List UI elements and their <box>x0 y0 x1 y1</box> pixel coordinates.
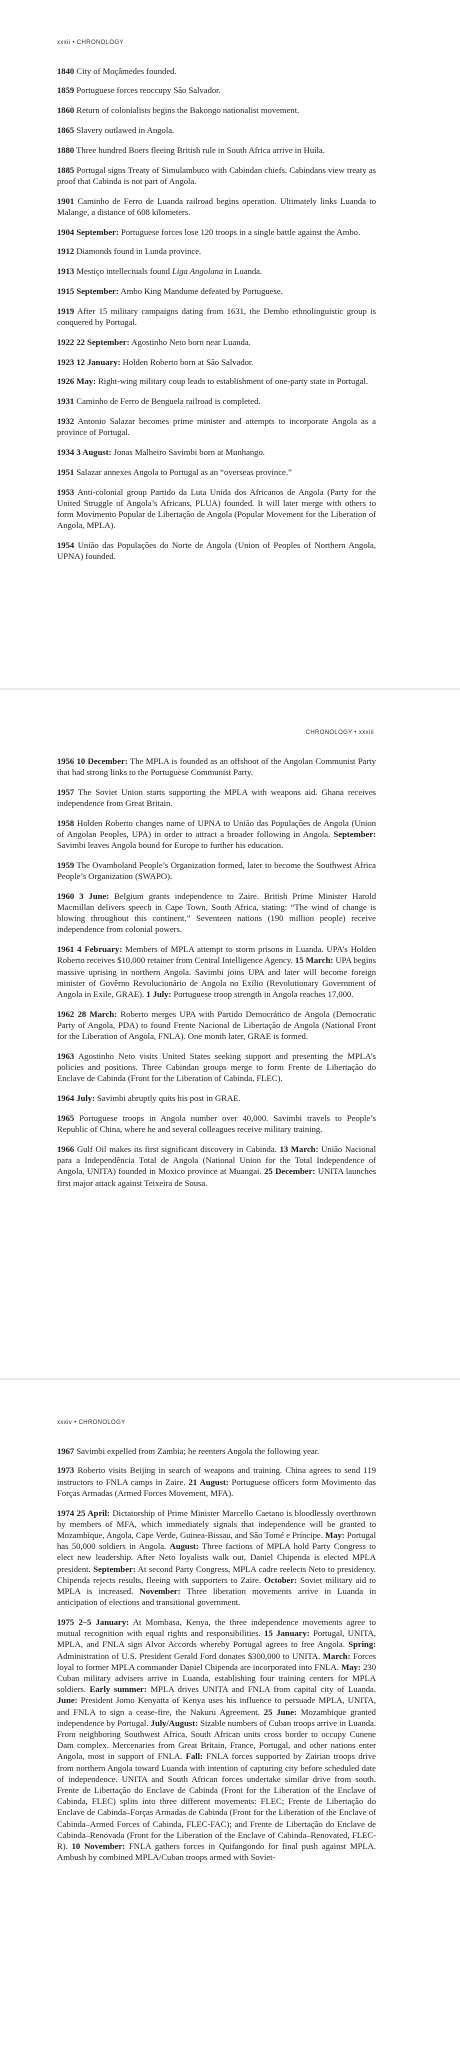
entry-date: May: <box>341 1661 361 1672</box>
entry-date: 12 January: <box>76 356 121 367</box>
entry-date: 25 April: <box>76 1507 110 1518</box>
chronology-entry <box>57 196 376 218</box>
entry-date: 2–5 January: <box>78 1617 130 1628</box>
running-head-title: CHRONOLOGY <box>305 730 353 736</box>
entry-date: September: <box>93 1563 136 1574</box>
entry-year: 1859 <box>57 85 75 96</box>
chronology-entry <box>57 227 376 238</box>
entry-date: 25 June: <box>263 1706 297 1717</box>
running-head-title: CHRONOLOGY <box>76 40 124 46</box>
entry-date: September: <box>333 828 376 839</box>
chronology-entry <box>57 145 376 156</box>
chronology-entry <box>57 416 376 438</box>
chronology-entry <box>57 756 376 778</box>
chronology-entry <box>57 1113 376 1135</box>
page-xxxiii <box>0 690 460 1380</box>
entry-year: 1922 <box>57 336 75 347</box>
entry-text: Right-wing military coup leads to establishment of one-party state in Portugal. <box>95 376 369 387</box>
entry-year: 1963 <box>57 1051 75 1062</box>
entry-date: 28 March: <box>77 1008 118 1019</box>
chronology-entry <box>57 396 376 407</box>
entry-text: Portuguese troop strength in Angola reaches 17,000. <box>171 989 354 1000</box>
entry-date: Early summer: <box>89 1684 147 1695</box>
entry-year: 1966 <box>57 1144 75 1155</box>
entry-date: August: <box>169 1541 199 1552</box>
entry-text: Portuguese forces reoccupy São Salvador. <box>74 85 221 96</box>
entry-text: Belgium grants independence to Zaire. British Prime Minister Harold Macmillan delivers speech in Cape Town, South Africa, stating: “The wind of change is blowing throughout this continent.” Seventeen nations (190 million people) receive independence from colonial powers. <box>57 890 376 935</box>
entry-text: The Soviet Union starts supporting the MPLA with weapons aid. Ghana receives independence from Great Britain. <box>57 786 376 808</box>
entry-text: Forces loyal to former MPLA commander Daniel Chipenda are incorporated into FNLA. <box>57 1650 376 1672</box>
entry-date: 15 March: <box>294 955 334 966</box>
chronology-entry <box>57 1617 376 1863</box>
chronology-entry <box>57 1051 376 1085</box>
chronology-body <box>57 1437 376 1863</box>
entry-date: 10 November: <box>71 1841 126 1852</box>
entry-date: September: <box>76 285 119 296</box>
chronology-entry <box>57 266 376 277</box>
chronology-entry <box>57 357 376 368</box>
entry-text: UNITA launches first major attack against Teixeira de Sousa. <box>57 1166 376 1188</box>
chronology-entry <box>57 1446 376 1457</box>
entry-text: Portugal signs Treaty of Simulambuco with Cabindan chiefs. Cabindans view treaty as proof that Cabinda is not part of Angola. <box>57 164 376 186</box>
entry-date: May: <box>76 376 96 387</box>
chronology-entry <box>57 306 376 328</box>
entry-date: 4 February: <box>77 944 123 955</box>
chronology-entry <box>57 105 376 116</box>
chronology-entry <box>57 860 376 882</box>
entry-text: Soviet military aid to MPLA is increased. <box>57 1574 376 1597</box>
entry-date: 13 March: <box>279 1144 319 1155</box>
entry-year: 1961 <box>57 944 75 955</box>
entry-year: 1956 <box>57 755 75 766</box>
entry-text: Three hundred Boers fleeing British rule in South Africa arrive in Huíla. <box>74 144 325 155</box>
chronology-entry <box>57 467 376 478</box>
entry-text: MPLA drives UNITA and FNLA from capital city of Luanda. <box>146 1684 377 1695</box>
chronology-entry <box>57 447 376 458</box>
entry-date: May: <box>325 1530 345 1540</box>
entry-text: City of Moçâmedes founded. <box>74 65 177 76</box>
chronology-entry <box>57 376 376 387</box>
entry-year: 1959 <box>57 859 75 870</box>
entry-text: in Luanda. <box>223 266 263 277</box>
entry-year: 1964 <box>57 1093 75 1104</box>
entry-text: FNLA gathers forces in Quifangondo for final push against MPLA. Ambush by combined MPLA/Cuban troops armed with Soviet- <box>57 1841 377 1863</box>
entry-year: 1973 <box>57 1465 75 1476</box>
entry-text: Agostinho Neto visits United States seeking support and presenting the MPLA’s policies and positions. Three Cabindan groups merge to form Frente de Libertação do Enclave de Cabinda (Front for the Liberation of Cabinda, FLEC). <box>57 1051 376 1084</box>
entry-text: Agostinho Neto born near Luanda. <box>129 336 251 347</box>
entry-year: 1913 <box>57 266 75 277</box>
chronology-entry <box>57 818 376 852</box>
entry-date: November: <box>139 1586 181 1597</box>
entry-date: Fall: <box>185 1751 203 1762</box>
entry-text: UPA begins massive uprising in northern Angola. Savimbi joins UPA and later will become foreign minister of Govêrno Revolucionário de Angola no Exílio (Revolutionary Government of Angola in Exile, GRAE). <box>57 955 376 1000</box>
page-number: xxxiii <box>358 730 374 736</box>
entry-year: 1954 <box>57 539 75 550</box>
entry-text: At second Party Congress, MPLA cadre reelects Neto to presidency. Chipenda rejects results, fleeing with supporters to Zaire. <box>57 1563 376 1585</box>
entry-date: July: <box>76 1093 95 1104</box>
entry-year: 1860 <box>57 105 75 116</box>
entry-text: União Nacional para a Independência Total de Angola (National Union for the Total Independence of Angola, UNITA) founded in Moxico province at Muangai. <box>57 1144 376 1177</box>
entry-date: 3 June: <box>79 890 110 901</box>
entry-year: 1965 <box>57 1113 75 1124</box>
chronology-entry <box>57 540 376 562</box>
chronology-entry <box>57 944 376 1000</box>
entry-text: Savimbi abruptly quits his post in GRAE. <box>94 1093 241 1104</box>
page-number: xxxii <box>57 40 71 46</box>
entry-year: 1974 <box>57 1507 75 1518</box>
entry-text: Portuguese forces lose 120 troops in a single battle against the Ambo. <box>118 226 361 237</box>
page-xxxiv <box>0 1380 460 2072</box>
chronology-entry <box>57 246 376 257</box>
chronology-entry <box>57 1144 376 1189</box>
entry-date: September: <box>76 226 119 237</box>
chronology-entry <box>57 66 376 77</box>
entry-text: Anti-colonial group Partido da Luta Unida dos Africanos de Angola (Party for the United Struggle of Angola’s Africans, PLUA) founded. It will later merge with others to form Movimento Popular de Libertação de Angola (Popular Movement for the Liberation of Angola, MPLA). <box>57 486 376 531</box>
page-xxxii <box>0 0 460 690</box>
entry-text: Jonas Malheiro Savimbi born at Munhango. <box>111 446 265 457</box>
chronology-entry <box>57 125 376 136</box>
chronology-body <box>57 747 376 1189</box>
entry-text: Portuguese officers form Movimento das Forças Armadas (Armed Forces Movement, MFA). <box>57 1476 376 1498</box>
running-header: xxxii • CHRONOLOGY <box>57 40 124 46</box>
entry-text: Mozambique granted independence by Portugal. <box>57 1706 376 1728</box>
entry-text: The MPLA is founded as an offshoot of the Angolan Communist Party that had strong links to the Portuguese Communist Party. <box>57 755 376 777</box>
entry-text: President Jomo Kenyatta of Kenya uses his influence to persuade MPLA, UNITA, and FNLA to sign a cease-fire, the Nakuru Agreement. <box>57 1695 376 1717</box>
chronology-body <box>57 57 376 562</box>
entry-text: Portugal has 50,000 soldiers in Angola. <box>57 1530 376 1552</box>
entry-text: Mestiço intellectuals found <box>74 266 173 277</box>
chronology-entry <box>57 85 376 96</box>
entry-text: Caminho de Ferro de Luanda railroad begins operation. Ultimately links Luanda to Malange, a distance of 608 kilometers. <box>57 195 376 217</box>
entry-year: 1904 <box>57 226 75 237</box>
entry-text: Roberto merges UPA with Partido Democrático de Angola (Democratic Party of Angola, PDA) to found Frente Nacional de Libertação de Angola (National Front for the Liberation of Angola, FNLA). One month later, GRAE is formed. <box>57 1008 376 1042</box>
chronology-entry <box>57 286 376 297</box>
entry-date: 3 August: <box>76 446 112 457</box>
entry-text: Dictatorship of Prime Minister Marcello Caetano is bloodlessly overthrown by members of MFA, which immediately signals that independence will be granted to Mozambique, Angola, Cape Verde, Guinea-Bissau, and São Tomé e Príncipe. <box>57 1507 376 1540</box>
entry-italic-title: Liga Angolana <box>172 266 224 277</box>
entry-text: Portuguese troops in Angola number over 40,000. Savimbi travels to People’s Republic of China, where he and several colleagues receive military training. <box>57 1113 376 1135</box>
entry-text: Caminho de Ferro de Benguela railroad is completed. <box>74 396 261 407</box>
entry-text: The Ovamboland People’s Organization formed, later to become the Southwest Africa People’s Organization (SWAPO). <box>57 859 376 881</box>
entry-year: 1953 <box>57 486 75 497</box>
entry-date: October: <box>264 1574 298 1585</box>
chronology-entry <box>57 1508 376 1609</box>
entry-text: Holden Roberto born at São Salvador. <box>120 356 254 367</box>
entry-text: Holden Roberto changes name of UPNA to União das Populações de Angola (Union of Angolan Peoples, UPA) in order to attract a broader following in Angola. <box>57 817 376 839</box>
chronology-entry <box>57 337 376 348</box>
entry-year: 1885 <box>57 164 75 175</box>
entry-date: Spring: <box>348 1639 376 1650</box>
entry-date: March: <box>322 1650 351 1661</box>
entry-year: 1931 <box>57 396 75 407</box>
entry-year: 1932 <box>57 415 75 426</box>
entry-year: 1880 <box>57 144 75 155</box>
entry-year: 1919 <box>57 305 75 316</box>
entry-text: Diamonds found in Lunda province. <box>74 246 202 257</box>
entry-year: 1957 <box>57 786 75 797</box>
entry-text: Savimbi leaves Angola bound for Europe to further his education. <box>57 840 284 850</box>
entry-text: FNLA forces supported by Zairian troops drive from northern Angola toward Luanda with intention of capturing city before scheduled date of independence. UNITA and South African forces undertake similar drive from south. Frente de Libertação do Enclave de Cabinda (Front for the Liberation of the Enclave of Cabinda, FLEC) splits into three different movements: FLEC; Frente de Libertação do Enclave de Cabinda–Forças Armadas de Cabinda (Front for the Liberation of the Enclave of Cabinda–Armed Forces of Cabinda, FLEC-FAC); and Frente de Libertação do Enclave de Cabinda–Renovada (Front for the Liberation of the Enclave of Cabinda–Renovated, FLEC-R). <box>57 1751 376 1852</box>
entry-text: Portugal, UNITA, MPLA, and FNLA sign Alvor Accords whereby Portugal agrees to free Angola. <box>57 1628 376 1650</box>
entry-date: 10 December: <box>76 755 128 766</box>
entry-year: 1901 <box>57 195 75 206</box>
entry-date: 15 January: <box>264 1628 310 1639</box>
entry-year: 1960 <box>57 890 75 901</box>
running-header: CHRONOLOGY • xxxiii <box>305 730 374 736</box>
entry-text: Slavery outlawed in Angola. <box>74 124 175 135</box>
chronology-entry <box>57 1009 376 1043</box>
entry-year: 1923 <box>57 356 75 367</box>
entry-year: 1975 <box>57 1617 75 1628</box>
entry-text: Antonio Salazar becomes prime minister and attempts to incorporate Angola as a province of Portugal. <box>57 415 376 438</box>
entry-year: 1967 <box>57 1445 75 1456</box>
chronology-entry <box>57 891 376 936</box>
entry-text: Ambo King Mandume defeated by Portuguese. <box>118 285 283 296</box>
chronology-entry <box>57 1465 376 1499</box>
entry-year: 1912 <box>57 246 75 257</box>
entry-text: Gulf Oil makes its first significant discovery in Cabinda. <box>74 1144 280 1155</box>
entry-year: 1926 <box>57 376 75 387</box>
entry-text: União das Populações do Norte de Angola (Union of Peoples of Northern Angola, UPNA) founded. <box>57 539 376 562</box>
entry-text: Administration of U.S. President Gerald Ford donates $300,000 to UNITA. <box>57 1650 323 1661</box>
running-header: xxxiv • CHRONOLOGY <box>57 1420 126 1426</box>
chronology-entry <box>57 787 376 809</box>
entry-text: At Mombasa, Kenya, the three independence movements agree to mutual recognition with equal rights and responsibilities. <box>57 1617 376 1639</box>
entry-text: Salazar annexes Angola to Portugal as an “overseas province.” <box>74 466 292 477</box>
entry-year: 1958 <box>57 817 75 828</box>
entry-date: 21 August: <box>188 1476 229 1487</box>
entry-year: 1915 <box>57 285 75 296</box>
entry-text: Sizable numbers of Cuban troops arrive in Luanda. From neighboring Southwest Africa, South African units cross border to occupy Cunene Dam complex. Mercenaries from Great Britain, France, Portugal, and other nations enter Angola, most in support of FNLA. <box>57 1717 376 1762</box>
chronology-entry <box>57 165 376 187</box>
entry-date: 22 September: <box>76 336 130 347</box>
entry-year: 1840 <box>57 65 75 76</box>
entry-date: June: <box>57 1695 78 1706</box>
page-number: xxxiv <box>57 1420 73 1426</box>
entry-text: Savimbi expelled from Zambia; he reenters Angola the following year. <box>74 1445 320 1456</box>
entry-text: Three factions of MPLA hold Party Congress to elect new leadership. After Neto loyalists walk out, Daniel Chipenda is elected MPLA president. <box>57 1541 376 1574</box>
entry-text: Return of colonialists begins the Bakongo nationalist movement. <box>74 105 300 116</box>
entry-date: 25 December: <box>264 1166 316 1177</box>
entry-text: Roberto visits Beijing in search of weapons and training. China agrees to send 119 instructors to FNLA camps in Zaire. <box>57 1465 376 1487</box>
chronology-entry <box>57 487 376 532</box>
entry-date: 1 July: <box>146 989 172 1000</box>
entry-text: Three liberation movements arrive in Luanda in anticipation of elections and transitional government. <box>57 1586 376 1608</box>
entry-date: July/August: <box>150 1717 198 1728</box>
entry-text: Members of MPLA attempt to storm prisons in Luanda. UPA’s Holden Roberto receives $10,000 retainer from Central Intelligence Agency. <box>57 944 377 966</box>
entry-year: 1962 <box>57 1008 75 1019</box>
entry-text: After 15 military campaigns dating from 1631, the Dembo ethnolinguistic group is conquered by Portugal. <box>57 305 376 327</box>
entry-year: 1934 <box>57 446 75 457</box>
entry-text: 230 Cuban military advisers arrive in Luanda, establishing four training centers for MPLA soldiers. <box>57 1661 376 1695</box>
chronology-entry <box>57 1093 376 1104</box>
entry-year: 1865 <box>57 124 75 135</box>
running-head-title: CHRONOLOGY <box>78 1420 126 1426</box>
entry-year: 1951 <box>57 466 75 477</box>
